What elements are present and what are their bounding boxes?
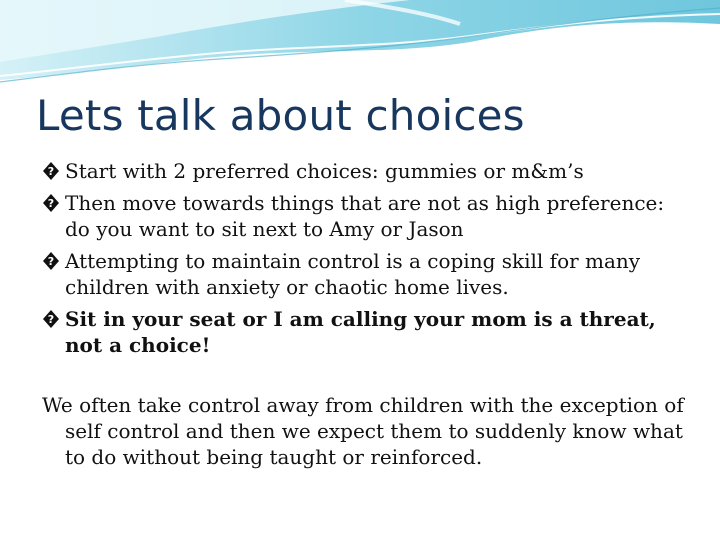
bullet-item-4 <box>42 306 692 358</box>
bullet-item-3 <box>42 248 692 300</box>
bullet-text-2: Then move towards things that are not as high preference: do you want to sit next to Amy or Jason <box>65 191 665 241</box>
replacement-character-icon <box>42 251 60 271</box>
replacement-character-icon <box>42 193 60 213</box>
bullet-text-4: Sit in your seat or I am calling your mom is a threat, not a choice! <box>65 307 656 357</box>
bullet-item-2 <box>42 190 692 242</box>
top-wave-decoration <box>0 0 720 90</box>
replacement-character-icon <box>42 309 60 329</box>
bullet-item-1 <box>42 158 692 184</box>
svg-text:?: ? <box>47 197 55 210</box>
slide-title: Lets talk about choices <box>36 91 525 140</box>
svg-text:?: ? <box>47 165 55 178</box>
svg-text:?: ? <box>47 255 55 268</box>
bullet-text-3: Attempting to maintain control is a coping skill for many children with anxiety or chaotic home lives. <box>65 249 641 299</box>
replacement-character-icon <box>42 161 60 181</box>
bullet-text-1: Start with 2 preferred choices: gummies or m&m’s <box>65 159 584 183</box>
closing-paragraph: We often take control away from children with the exception of self control and then we expect them to suddenly know what to do without being taught or reinforced. <box>42 393 684 469</box>
slide-content <box>42 158 692 470</box>
svg-text:?: ? <box>47 313 55 326</box>
